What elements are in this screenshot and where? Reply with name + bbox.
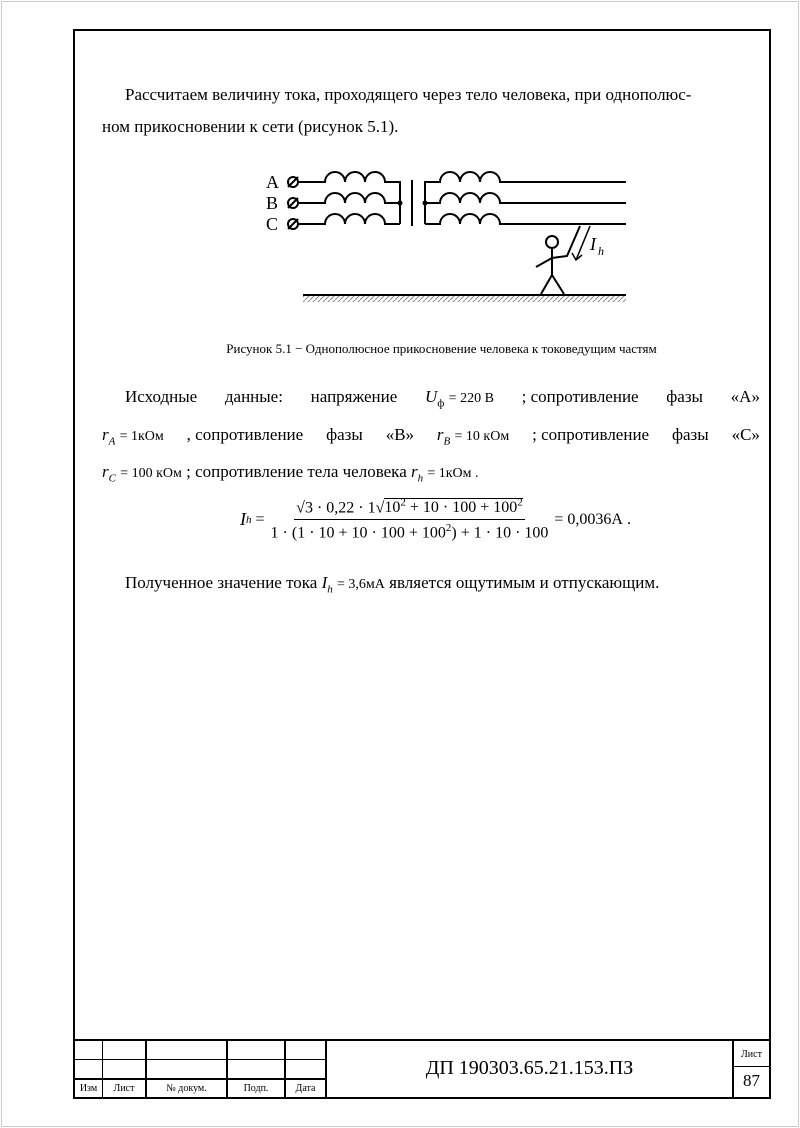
val: = 220 В — [448, 391, 494, 406]
sym: r — [436, 425, 444, 444]
t: 10 — [384, 499, 401, 517]
sub: h — [417, 472, 424, 485]
document-code: ДП 190303.65.21.153.ПЗ — [425, 1057, 634, 1079]
text: «А» — [730, 387, 760, 406]
sym: r — [410, 462, 418, 481]
person-icon — [536, 226, 580, 294]
text: фазы — [326, 425, 363, 444]
sheet-number: 87 — [743, 1071, 760, 1090]
numerator — [294, 497, 525, 520]
r-a — [102, 425, 164, 451]
val: = 10 кОм — [454, 429, 510, 444]
lhs: I — [240, 509, 246, 530]
result: = 0,0036А . — [554, 510, 631, 528]
terminals — [288, 177, 298, 229]
t: ) + 1 · 10 · 100 — [451, 524, 549, 542]
sym: r — [102, 425, 109, 444]
val: = 3,6мА — [337, 577, 385, 592]
sym: U — [425, 387, 438, 406]
text: фазы — [671, 425, 709, 444]
intro-line-2: ном прикосновении к сети (рисунок 5.1). — [102, 117, 399, 136]
fraction — [271, 497, 549, 543]
t: 1 · (1 · 10 + 10 · 100 + 100 — [270, 524, 446, 542]
t: + 10 · 100 + 100 — [405, 499, 518, 517]
radicand — [384, 498, 522, 516]
val: = 100 кОм — [120, 466, 182, 481]
conclusion — [125, 573, 659, 599]
phase-b-label: B — [266, 193, 279, 213]
sub: C — [108, 472, 116, 485]
eq: = — [255, 510, 265, 528]
text: данные: — [224, 387, 283, 406]
data-line-3 — [102, 462, 479, 488]
denominator — [271, 520, 549, 542]
current-sub: h — [598, 244, 604, 258]
phase-a-label: A — [266, 172, 279, 192]
t: 2 — [400, 497, 406, 509]
sheet-label: Лист — [741, 1049, 762, 1060]
text: «В» — [385, 425, 415, 444]
sym: r — [102, 462, 109, 481]
sub: h — [327, 583, 333, 596]
windings — [288, 172, 626, 229]
circuit-diagram — [260, 160, 640, 310]
header-sign: Подп. — [243, 1083, 269, 1094]
text: фазы — [666, 387, 703, 406]
text: напряжение — [310, 387, 398, 406]
ground-hatch — [303, 296, 626, 302]
sub: B — [443, 435, 451, 448]
t: √3 · 0,22 · 1√ — [296, 499, 385, 517]
sym: I — [321, 573, 328, 592]
u-phase — [425, 387, 494, 413]
figure-caption: Рисунок 5.1 − Однополюсное прикосновение человека к токоведущим частям — [226, 341, 657, 356]
current-label: I — [590, 234, 596, 254]
text: ; сопротивление — [521, 387, 639, 406]
text: Исходные — [125, 387, 198, 406]
data-line-2 — [102, 425, 760, 451]
text: «С» — [731, 425, 760, 444]
intro-line-1: Рассчитаем величину тока, проходящего через тело человека, при однополюс- — [125, 85, 692, 104]
val: = 1кОм — [119, 429, 164, 444]
current-formula — [240, 497, 631, 543]
t: 2 — [445, 522, 452, 535]
text: , сопротивление — [186, 425, 304, 444]
header-date: Дата — [295, 1083, 316, 1094]
sub: ф — [437, 397, 445, 410]
lhs-sub: h — [246, 513, 252, 526]
phase-c-label: C — [266, 214, 279, 234]
header-izm: Изм — [79, 1083, 98, 1094]
r-b — [437, 425, 509, 451]
text: является ощутимым и отпускающим. — [389, 573, 660, 592]
header-doc: № докум. — [166, 1083, 207, 1094]
sub: A — [108, 435, 116, 448]
text: ; сопротивление — [532, 425, 650, 444]
val: = 1кОм . — [427, 466, 479, 481]
text: ; сопротивление тела человека — [186, 462, 407, 481]
data-line-1 — [125, 387, 760, 413]
text: Полученное значение тока — [125, 573, 318, 592]
t: 2 — [517, 497, 523, 509]
header-list: Лист — [113, 1083, 135, 1094]
